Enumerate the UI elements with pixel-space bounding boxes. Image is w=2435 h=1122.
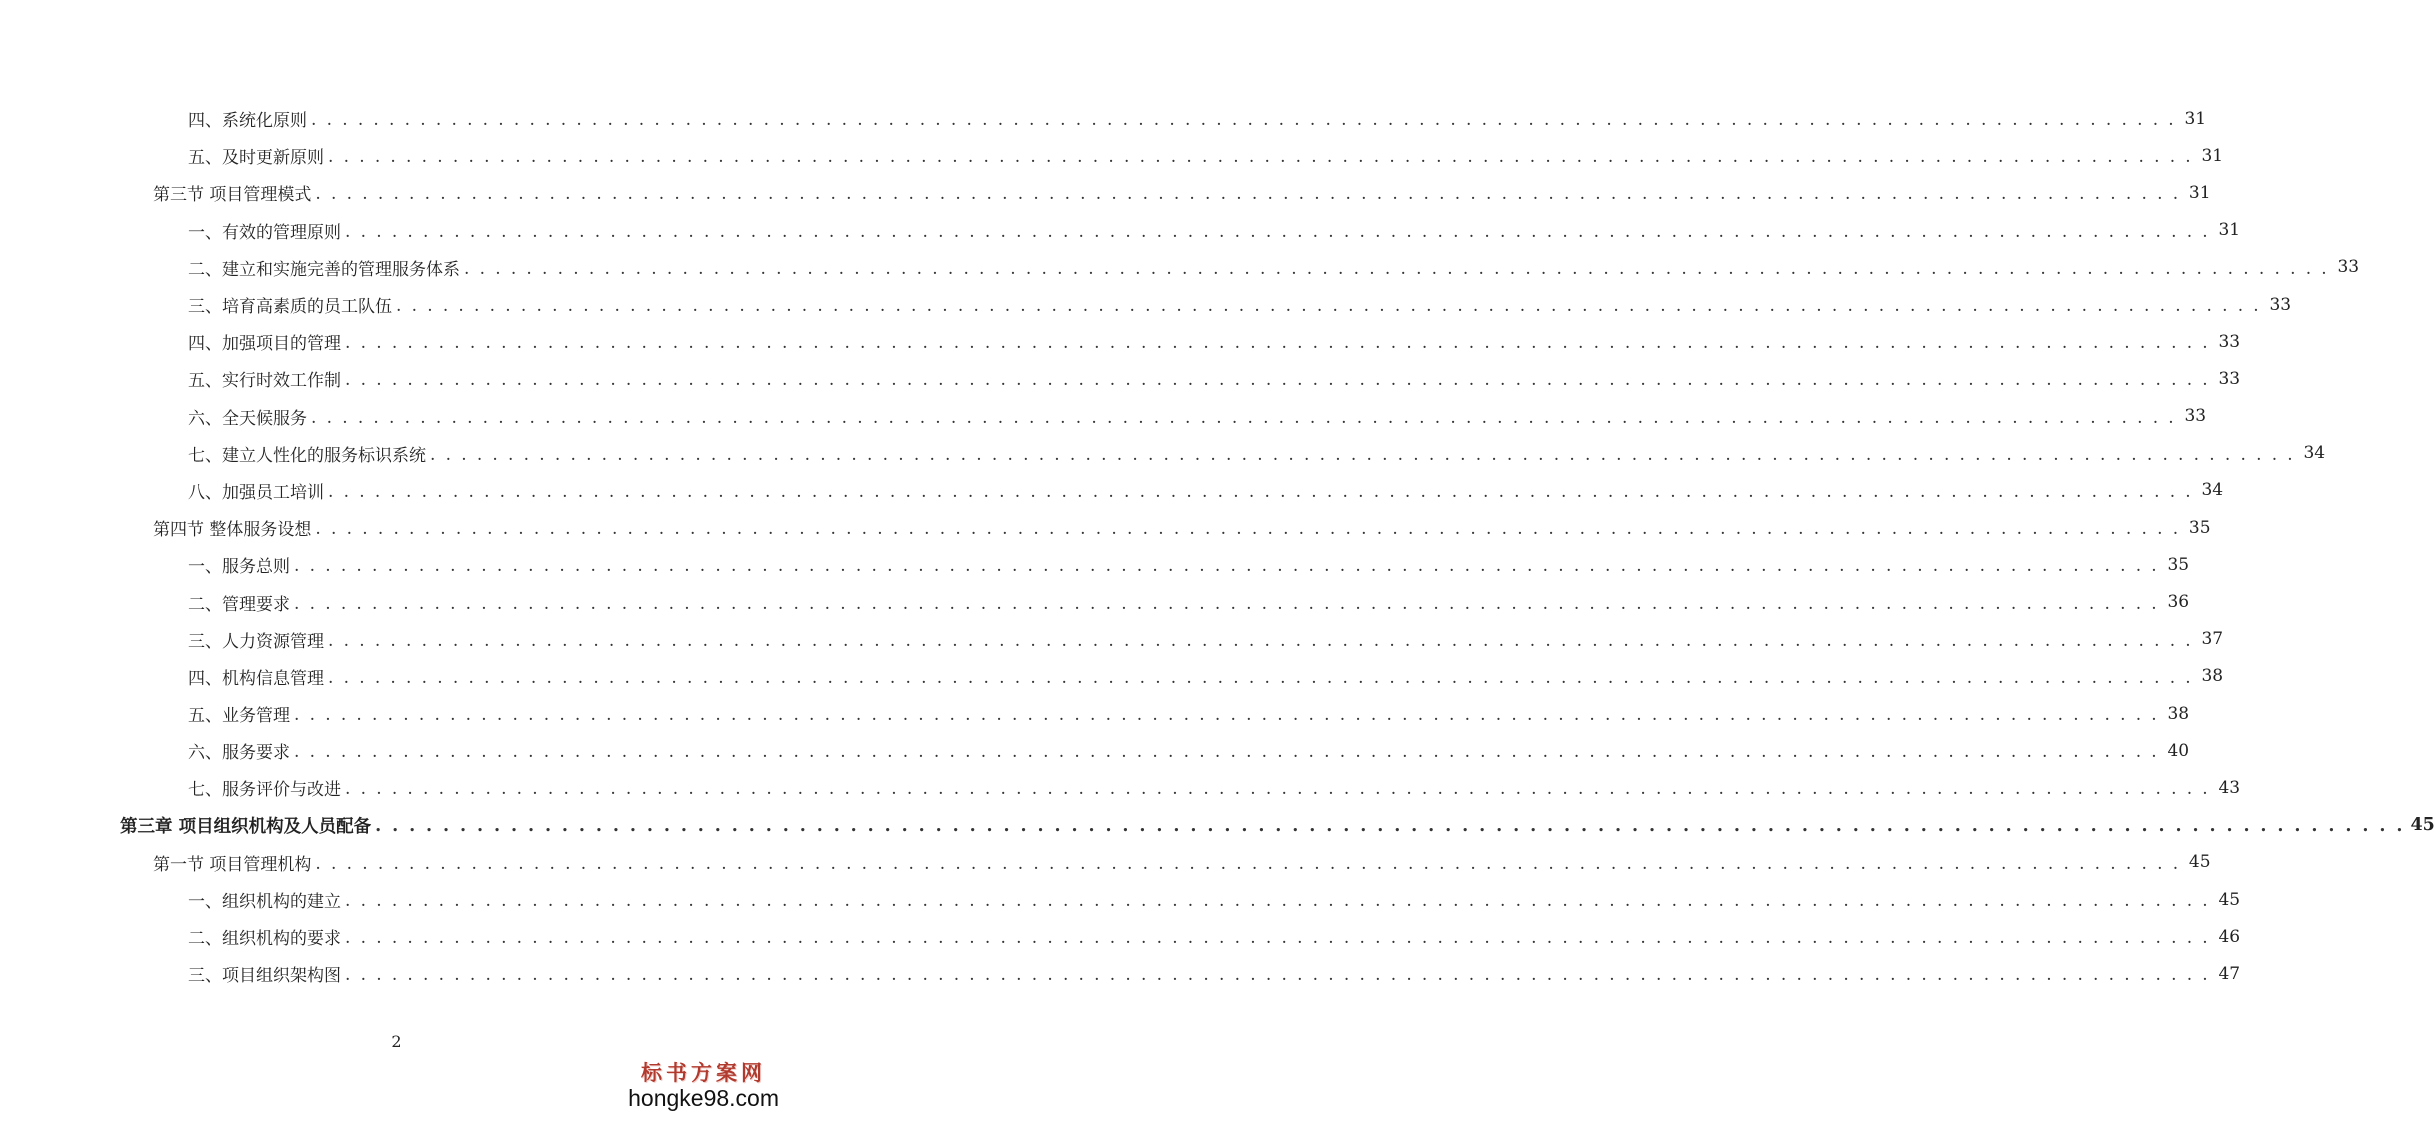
toc-leader-dots: . . . . . . . . . . . . . . . . . . . . . . . . . . . . . . . . . . . . . . . . . . . . . . . . . . . . . . . . . . . . . . . . . . . . . . . . . . . . . . . . . . . . . . . . . . . . . . . . . . . . . . . . . . . . . . . . . . . . . . . . [345, 965, 2211, 986]
toc-entry-page: 38 [2201, 666, 2224, 687]
toc-leader-dots: . . . . . . . . . . . . . . . . . . . . . . . . . . . . . . . . . . . . . . . . . . . . . . . . . . . . . . . . . . . . . . . . . . . . . . . . . . . . . . . . . . . . . . . . . . . . . . . . . . . . . . . . . . . . . . . . . . . . . . . . [294, 556, 2160, 577]
toc-entry-label: 一、服务总则 [188, 552, 290, 577]
toc-leader-dots: . . . . . . . . . . . . . . . . . . . . . . . . . . . . . . . . . . . . . . . . . . . . . . . . . . . . . . . . . . . . . . . . . . . . . . . . . . . . . . . . . . . . . . . . . . . . . . . . . . . . . . . . . . . . . . . . . . . . . . . . [345, 370, 2211, 391]
toc-entry[interactable] [188, 323, 2241, 360]
toc-entry[interactable] [188, 100, 2207, 137]
toc-entry-page: 47 [2218, 963, 2241, 984]
toc-entry-page: 45 [2188, 852, 2211, 873]
toc-entry-label: 五、及时更新原则 [188, 143, 324, 168]
toc-entry-label: 三、培育高素质的员工队伍 [188, 292, 392, 317]
toc-entry-label: 四、系统化原则 [188, 106, 307, 131]
toc-entry-page: 35 [2188, 517, 2211, 538]
toc-entry[interactable] [188, 695, 2190, 732]
toc-entry-label: 三、项目组织架构图 [188, 961, 341, 986]
toc-entry-page: 34 [2303, 443, 2326, 464]
watermark-title: 标书方案网 [641, 1061, 767, 1085]
toc-entry[interactable] [188, 881, 2241, 918]
toc-entry[interactable] [188, 546, 2190, 583]
toc-leader-dots: . . . . . . . . . . . . . . . . . . . . . . . . . . . . . . . . . . . . . . . . . . . . . . . . . . . . . . . . . . . . . . . . . . . . . . . . . . . . . . . . . . . . . . . . . . . . . . . . . . . . . . . . . . . . . . . . . . . . . . . . [315, 184, 2181, 205]
toc-leader-dots: . . . . . . . . . . . . . . . . . . . . . . . . . . . . . . . . . . . . . . . . . . . . . . . . . . . . . . . . . . . . . . . . . . . . . . . . . . . . . . . . . . . . . . . . . . . . . . . . . . . . . . . . . . . . . . . . . . . . . . . . [328, 147, 2194, 168]
toc-entry-label: 二、建立和实施完善的管理服务体系 [188, 255, 460, 280]
toc-entry-page: 43 [2218, 777, 2241, 798]
toc-entry[interactable] [153, 844, 2211, 881]
toc-entry-page: 34 [2201, 480, 2224, 501]
toc-entry[interactable] [153, 509, 2211, 546]
toc-leader-dots: . . . . . . . . . . . . . . . . . . . . . . . . . . . . . . . . . . . . . . . . . . . . . . . . . . . . . . . . . . . . . . . . . . . . . . . . . . . . . . . . . . . . . . . . . . . . . . . . . . . . . . . . . . . . . . . . . . . . . . . . [315, 853, 2181, 874]
toc-entry[interactable] [188, 137, 2224, 174]
toc-entry[interactable] [188, 955, 2241, 992]
toc-entry-page: 33 [2184, 406, 2207, 427]
toc-entry-page: 33 [2269, 294, 2292, 315]
toc-entry-label: 七、建立人性化的服务标识系统 [188, 441, 426, 466]
toc-entry-page: 33 [2218, 368, 2241, 389]
toc-leader-dots: . . . . . . . . . . . . . . . . . . . . . . . . . . . . . . . . . . . . . . . . . . . . . . . . . . . . . . . . . . . . . . . . . . . . . . . . . . . . . . . . . . . . . . . . . . . . . . . . . . . . . . . . . . . . . . . . . . . . . . . . [345, 928, 2211, 949]
toc-leader-dots: . . . . . . . . . . . . . . . . . . . . . . . . . . . . . . . . . . . . . . . . . . . . . . . . . . . . . . . . . . . . . . . . . . . . . . . . . . . . . . . . . . . . . . . . . . . . . . . . . . . . . . . . . . . . . . . . . . . . . . . . [315, 519, 2181, 540]
toc-entry-label: 第一节 项目管理机构 [153, 850, 311, 875]
watermark-url: hongke98.com [628, 1085, 779, 1111]
toc-entry-label: 四、加强项目的管理 [188, 329, 341, 354]
toc-entry-label: 三、人力资源管理 [188, 627, 324, 652]
toc-entry[interactable] [188, 435, 2326, 472]
toc-entry-page: 45 [2218, 889, 2241, 910]
toc-leader-dots: . . . . . . . . . . . . . . . . . . . . . . . . . . . . . . . . . . . . . . . . . . . . . . . . . . . . . . . . . . . . . . . . . . . . . . . . . . . . . . . . . . . . . . . . . . . . . . . . . . . . . . . . . . . . . . . . . . . . . . . . [345, 221, 2211, 242]
toc-entry-label: 七、服务评价与改进 [188, 775, 341, 800]
toc-entry-page: 45 [2410, 815, 2435, 836]
toc-entry-label: 六、服务要求 [188, 738, 290, 763]
toc-entry[interactable] [120, 807, 2435, 844]
toc-entry-label: 二、管理要求 [188, 590, 290, 615]
toc-entry-page: 31 [2218, 220, 2241, 241]
toc-leader-dots: . . . . . . . . . . . . . . . . . . . . . . . . . . . . . . . . . . . . . . . . . . . . . . . . . . . . . . . . . . . . . . . . . . . . . . . . . . . . . . . . . . . . . . . . . . . . . . . . . . . . . . . . . . . . . . . . . . . . . . . . [345, 891, 2211, 912]
toc-entry-page: 35 [2167, 554, 2190, 575]
toc-entry-label: 八、加强员工培训 [188, 478, 324, 503]
watermark [628, 1057, 779, 1112]
toc-leader-dots: . . . . . . . . . . . . . . . . . . . . . . . . . . . . . . . . . . . . . . . . . . . . . . . . . . . . . . . . . . . . . . . . . . . . . . . . . . . . . . . . . . . . . . . . . . . . . . . . . . . . . . . . . . . . . . . . . . . . . . . . [464, 258, 2330, 279]
toc-entry-label: 第四节 整体服务设想 [153, 515, 311, 540]
toc-entry-label: 第三节 项目管理模式 [153, 180, 311, 205]
toc-entry-page: 46 [2218, 926, 2241, 947]
toc-entry-page: 36 [2167, 592, 2190, 613]
toc-entry-page: 38 [2167, 703, 2190, 724]
toc-entry[interactable] [188, 583, 2190, 620]
toc-entry[interactable] [188, 360, 2241, 397]
toc-entry[interactable] [188, 658, 2224, 695]
toc-entry[interactable] [188, 472, 2224, 509]
toc-leader-dots: . . . . . . . . . . . . . . . . . . . . . . . . . . . . . . . . . . . . . . . . . . . . . . . . . . . . . . . . . . . . . . . . . . . . . . . . . . . . . . . . . . . . . . . . . . . . . . . . . . . . . . . . . . . . . . . . . . . . . . . . [294, 742, 2160, 763]
toc-entry-label: 四、机构信息管理 [188, 664, 324, 689]
toc-entry-page: 33 [2218, 331, 2241, 352]
toc-entry-label: 一、组织机构的建立 [188, 887, 341, 912]
toc-entry[interactable] [188, 769, 2241, 806]
toc-entry-label: 五、业务管理 [188, 701, 290, 726]
toc-entry[interactable] [188, 732, 2190, 769]
toc-entry[interactable] [188, 249, 2360, 286]
toc-entry[interactable] [188, 621, 2224, 658]
toc-leader-dots: . . . . . . . . . . . . . . . . . . . . . . . . . . . . . . . . . . . . . . . . . . . . . . . . . . . . . . . . . . . . . . . . . . . . . . . . . . . . . . . . . . . . . . . . . . . . . . . . . . . . . . . . . . . . . . . . . . . . . . . . [311, 110, 2177, 131]
toc-entry-label: 二、组织机构的要求 [188, 924, 341, 949]
table-of-contents [0, 100, 2435, 993]
toc-leader-dots: . . . . . . . . . . . . . . . . . . . . . . . . . . . . . . . . . . . . . . . . . . . . . . . . . . . . . . . . . . . . . . . . . . . . . . . . . . . . . . . . . . . . . . . . . . . . . . . . . . . . . . . . . . . . . . . . . . . . . . . . [396, 296, 2262, 317]
toc-entry-label: 五、实行时效工作制 [188, 366, 341, 391]
toc-leader-dots: . . . . . . . . . . . . . . . . . . . . . . . . . . . . . . . . . . . . . . . . . . . . . . . . . . . . . . . . . . . . . . . . . . . . . . . . . . . . . . . . . . . . . . . . . . . . . . . . . . . . . . . . . . . . . . . . . . . . . . . . [345, 779, 2211, 800]
toc-entry-label: 第三章 项目组织机构及人员配备 [120, 813, 371, 838]
toc-entry[interactable] [188, 918, 2241, 955]
toc-entry-page: 31 [2201, 145, 2224, 166]
toc-leader-dots: . . . . . . . . . . . . . . . . . . . . . . . . . . . . . . . . . . . . . . . . . . . . . . . . . . . . . . . . . . . . . . . . . . . . . . . . . . . . . . . . . . . . . . . . . . . . . . . . . . . . . . . . . . . . . . . . . . . . . . . . [311, 407, 2177, 428]
toc-entry-page: 31 [2184, 108, 2207, 129]
toc-leader-dots: . . . . . . . . . . . . . . . . . . . . . . . . . . . . . . . . . . . . . . . . . . . . . . . . . . . . . . . . . . . . . . . . . . . . . . . . . . . . . . . . . . . . . . . . . . . . . . . . . . . . . . . . . . . . . . . . . . . . . . . . [294, 705, 2160, 726]
toc-leader-dots: . . . . . . . . . . . . . . . . . . . . . . . . . . . . . . . . . . . . . . . . . . . . . . . . . . . . . . . . . . . . . . . . . . . . . . . . . . . . . . . . . . . . . . . . . . . . . . . . . . . . . . . . . . . . . . . . . . . . . . . . [328, 481, 2194, 502]
toc-leader-dots: . . . . . . . . . . . . . . . . . . . . . . . . . . . . . . . . . . . . . . . . . . . . . . . . . . . . . . . . . . . . . . . . . . . . . . . . . . . . . . . . . . . . . . . . . . . . . . . . . . . . . . . . . . . . . . . . . . . . . . . . [328, 630, 2194, 651]
toc-entry-label: 六、全天候服务 [188, 404, 307, 429]
toc-entry[interactable] [188, 286, 2292, 323]
toc-leader-dots: . . . . . . . . . . . . . . . . . . . . . . . . . . . . . . . . . . . . . . . . . . . . . . . . . . . . . . . . . . . . . . . . . . . . . . . . . . . . . . . . . . . . . . . . . . . . . . . . . . . . . . . . . . . . . . . . . . . . . . . . [345, 333, 2211, 354]
toc-entry-page: 37 [2201, 629, 2224, 650]
toc-entry[interactable] [188, 398, 2207, 435]
toc-entry[interactable] [153, 174, 2211, 211]
toc-leader-dots: . . . . . . . . . . . . . . . . . . . . . . . . . . . . . . . . . . . . . . . . . . . . . . . . . . . . . . . . . . . . . . . . . . . . . . . . . . . . . . . . . . . . . . . . . . . . . . . . . . . . . . . . . . . . . . . . . . . . . . . . [375, 816, 2405, 837]
toc-leader-dots: . . . . . . . . . . . . . . . . . . . . . . . . . . . . . . . . . . . . . . . . . . . . . . . . . . . . . . . . . . . . . . . . . . . . . . . . . . . . . . . . . . . . . . . . . . . . . . . . . . . . . . . . . . . . . . . . . . . . . . . . [430, 444, 2296, 465]
toc-entry-page: 33 [2337, 257, 2360, 278]
toc-leader-dots: . . . . . . . . . . . . . . . . . . . . . . . . . . . . . . . . . . . . . . . . . . . . . . . . . . . . . . . . . . . . . . . . . . . . . . . . . . . . . . . . . . . . . . . . . . . . . . . . . . . . . . . . . . . . . . . . . . . . . . . . [294, 593, 2160, 614]
toc-entry-label: 一、有效的管理原则 [188, 218, 341, 243]
page-number: 2 [391, 1032, 402, 1051]
toc-entry-page: 31 [2188, 182, 2211, 203]
toc-entry-page: 40 [2167, 740, 2190, 761]
toc-entry[interactable] [188, 212, 2241, 249]
toc-leader-dots: . . . . . . . . . . . . . . . . . . . . . . . . . . . . . . . . . . . . . . . . . . . . . . . . . . . . . . . . . . . . . . . . . . . . . . . . . . . . . . . . . . . . . . . . . . . . . . . . . . . . . . . . . . . . . . . . . . . . . . . . [328, 667, 2194, 688]
